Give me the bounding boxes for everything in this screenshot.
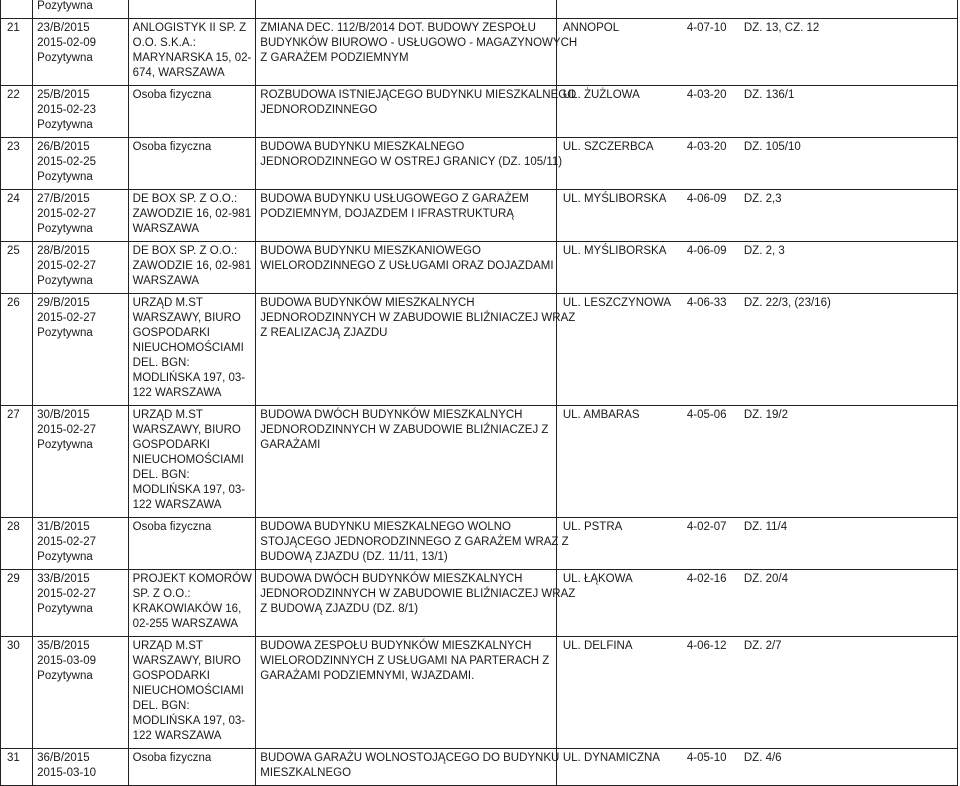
street-name: UL. SZCZERBCA [562,141,654,153]
table-row [1,749,958,786]
description-cell [256,749,560,786]
decision-cell [33,294,128,406]
investor-line: Osoba fizyczna [132,141,212,153]
parcel-number: DZ. 20/4 [743,573,788,585]
row-number-cell: 22 [1,86,33,138]
investor-cell [128,518,256,570]
investor-cell [128,190,256,242]
location-cell [556,0,957,19]
investor-cell [128,749,256,786]
zone-code: 4-03-20 [686,141,727,153]
parcel-number: DZ. 2/7 [743,640,782,652]
decision-ref: 33/B/2015 [37,573,90,585]
decision-date: 2015-02-23 [37,104,96,116]
row-number-cell: 27 [1,406,33,518]
investor-line: GOSPODARKI [132,327,210,339]
investor-line: SP. Z O.O.: [132,588,191,600]
investor-line: 122 WARSZAWA [132,499,222,511]
decision-cell [33,19,128,86]
decision-status: Pozytywna [37,0,93,12]
investor-cell [128,86,256,138]
location-info [563,296,953,311]
decision-ref: 23/B/2015 [37,22,90,34]
investor-cell [128,294,256,406]
description-cell [256,19,578,86]
description-line: WIELORODZINNEGO Z USŁUGAMI ORAZ DOJAZDAMI [260,260,554,272]
description-line: Z GARAŻEM PODZIEMNYM [260,52,409,64]
location-info [563,572,953,587]
description-line: BUDYNKÓW BIUROWO - USŁUGOWO - MAGAZYNOWYCH [260,37,578,49]
decision-cell [33,406,128,518]
row-number-cell [1,0,33,19]
decision-status: Pozytywna [37,327,93,339]
decision-cell [33,86,128,138]
decision-ref: 35/B/2015 [37,640,90,652]
investor-line: Osoba fizyczna [132,89,212,101]
decision-cell [33,637,128,749]
location-cell [556,242,957,294]
description-cell [256,294,576,406]
decisions-table-body [1,0,958,786]
description-line: BUDOWA GARAŻU WOLNOSTOJĄCEGO DO BUDYNKU [260,752,560,764]
location-info [563,88,953,103]
zone-code: 4-06-33 [686,297,727,309]
investor-line: GOSPODARKI [132,670,210,682]
location-info [563,639,953,654]
description-cell [256,637,557,749]
zone-code: 4-05-06 [686,409,727,421]
decision-ref: 36/B/2015 [37,752,90,764]
description-line: BUDOWA BUDYNKU MIESZKALNEGO WOLNO [260,521,511,533]
investor-line: KRAKOWIAKÓW 16, [132,603,242,615]
investor-line: WARSZAWA [132,223,200,235]
investor-line: DE BOX SP. Z O.O.: [132,245,238,257]
table-row [1,138,958,190]
decision-date: 2015-02-09 [37,37,96,49]
decision-status: Pozytywna [37,119,93,131]
decision-ref: 25/B/2015 [37,89,90,101]
street-name: UL. MYŚLIBORSKA [562,245,667,257]
description-line: BUDOWA BUDYNKU MIESZKANIOWEGO [260,245,481,257]
decision-ref: 31/B/2015 [37,521,90,533]
street-name: UL. ŁĄKOWA [562,573,633,585]
investor-cell [128,242,256,294]
location-info [563,244,953,259]
decision-status: Pozytywna [37,670,93,682]
street-name: UL. DYNAMICZNA [562,752,660,764]
parcel-number: DZ. 11/4 [743,521,788,533]
description-line: STOJĄCEGO JEDNORODZINNEGO Z GARAŻEM WRAZ Z [260,536,569,548]
description-line: JEDNORODZINNYCH W ZABUDOWIE BLIŹNIACZEJ WRAZ [260,312,576,324]
description-cell [256,242,557,294]
decision-status: Pozytywna [37,223,93,235]
parcel-number: DZ. 19/2 [743,409,788,421]
description-cell [256,406,557,518]
parcel-number: DZ. 105/10 [743,141,801,153]
decision-date: 2015-02-27 [37,312,96,324]
investor-line: URZĄD M.ST [132,640,203,652]
row-number-cell: 31 [1,749,33,786]
investor-line: DEL. BGN: [132,357,190,369]
location-cell [556,406,957,518]
decision-ref: 30/B/2015 [37,409,90,421]
description-line: GARAŻAMI [260,439,321,451]
zone-code: 4-02-16 [686,573,727,585]
table-row [1,242,958,294]
decision-cell [33,749,128,786]
location-cell [556,749,957,786]
decision-ref: 28/B/2015 [37,245,90,257]
description-line: BUDOWA ZESPOŁU BUDYNKÓW MIESZKALNYCH [260,640,532,652]
zone-code: 4-06-09 [686,245,727,257]
street-name: ANNOPOL [562,22,620,34]
description-cell [256,518,569,570]
row-number-cell: 21 [1,19,33,86]
location-cell [556,19,957,86]
description-line: MIESZKALNEGO [260,767,352,779]
investor-line: 674, WARSZAWA [132,67,225,79]
decision-date: 2015-02-27 [37,208,96,220]
location-cell [556,570,957,637]
row-number-cell: 26 [1,294,33,406]
investor-line: MODLIŃSKA 197, 03- [132,372,246,384]
description-line: Z BUDOWĄ ZJAZDU (DZ. 8/1) [260,603,419,615]
decision-cell [33,190,128,242]
zone-code: 4-06-09 [686,193,727,205]
investor-cell [128,570,256,637]
row-number-cell: 24 [1,190,33,242]
description-line: BUDOWA DWÓCH BUDYNKÓW MIESZKALNYCH [260,573,523,585]
table-row [1,570,958,637]
investor-line: URZĄD M.ST [132,297,203,309]
location-info [563,192,953,207]
description-line: BUDOWA BUDYNKU USŁUGOWEGO Z GARAŻEM [260,193,529,205]
row-number-cell: 29 [1,570,33,637]
table-row [1,86,958,138]
zone-code: 4-07-10 [686,22,727,34]
description-line: BUDOWA BUDYNKÓW MIESZKALNYCH [260,297,475,309]
decision-cell [33,242,128,294]
investor-line: 122 WARSZAWA [132,730,222,742]
row-number-cell: 28 [1,518,33,570]
row-number-cell: 30 [1,637,33,749]
street-name: UL. DELFINA [562,640,633,652]
location-cell [556,637,957,749]
description-line: JEDNORODZINNEGO [260,104,378,116]
row-number-cell: 23 [1,138,33,190]
location-cell [556,518,957,570]
investor-line: GOSPODARKI [132,439,210,451]
parcel-number: DZ. 136/1 [743,89,795,101]
investor-cell [128,406,256,518]
description-line: Z REALIZACJĄ ZJAZDU [260,327,388,339]
investor-line: WARSZAWY, BIURO [132,655,241,667]
parcel-number: DZ. 2, 3 [743,245,785,257]
decision-cell [33,0,128,19]
zone-code: 4-06-12 [686,640,727,652]
decision-status: Pozytywna [37,171,93,183]
investor-line: WARSZAWY, BIURO [132,312,241,324]
description-cell [256,138,563,190]
location-cell [556,190,957,242]
investor-line: ZAWODZIE 16, 02-981 [132,208,252,220]
description-line: BUDOWA BUDYNKU MIESZKALNEGO [260,141,465,153]
description-line: WIELORODZINNYCH Z USŁUGAMI NA PARTERACH Z [260,655,550,667]
location-cell [556,138,957,190]
description-line: JEDNORODZINNYCH W ZABUDOWIE BLIŹNIACZEJ WRAZ [260,588,576,600]
description-line: PODZIEMNYM, DOJAZDEM I IFRASTRUKTURĄ [260,208,514,220]
parcel-number: DZ. 22/3, (23/16) [743,297,831,309]
description-line: JEDNORODZINNEGO W OSTREJ GRANICY (DZ. 105/11) [260,156,563,168]
investor-line: DEL. BGN: [132,469,190,481]
investor-cell [128,138,256,190]
investor-line: NIEUCHOMOŚCIAMI [132,685,244,697]
zone-code: 4-02-07 [686,521,727,533]
decision-date: 2015-03-09 [37,655,96,667]
decision-date: 2015-03-10 [37,767,96,779]
zone-code: 4-03-20 [686,89,727,101]
decision-status: Pozytywna [37,439,93,451]
location-info [563,21,953,36]
description-line: BUDOWA DWÓCH BUDYNKÓW MIESZKALNYCH [260,409,523,421]
decision-cell [33,138,128,190]
table-row [1,0,958,19]
table-row [1,637,958,749]
table-row [1,19,958,86]
row-number-cell: 25 [1,242,33,294]
decision-ref: 26/B/2015 [37,141,90,153]
street-name: UL. PSTRA [562,521,623,533]
table-row [1,406,958,518]
decision-ref: 27/B/2015 [37,193,90,205]
investor-cell [128,19,256,86]
investor-line: NIEUCHOMOŚCIAMI [132,342,244,354]
street-name: UL. AMBARAS [562,409,640,421]
investor-cell [128,637,256,749]
investor-line: PROJEKT KOMORÓW [132,573,252,585]
location-cell [556,294,957,406]
street-name: UL. LESZCZYNOWA [562,297,672,309]
investor-line: MODLIŃSKA 197, 03- [132,715,246,727]
location-cell [556,86,957,138]
decision-status: Pozytywna [37,275,93,287]
investor-line: WARSZAWY, BIURO [132,424,241,436]
table-row [1,294,958,406]
description-line: GARAŻAMI PODZIEMNYMI, WJAZDAMI. [260,670,475,682]
decision-date: 2015-02-27 [37,424,96,436]
parcel-number: DZ. 13, CZ. 12 [743,22,820,34]
table-row [1,190,958,242]
investor-line: ZAWODZIE 16, 02-981 [132,260,252,272]
street-name: UL. MYŚLIBORSKA [562,193,667,205]
location-info [563,520,953,535]
investor-line: Osoba fizyczna [132,752,212,764]
decision-ref: 29/B/2015 [37,297,90,309]
investor-line: WARSZAWA [132,275,200,287]
decision-date: 2015-02-27 [37,260,96,272]
description-cell [256,86,577,138]
decision-date: 2015-02-25 [37,156,96,168]
investor-cell [128,0,256,19]
description-line: ZMIANA DEC. 112/B/2014 DOT. BUDOWY ZESPOŁU [260,22,536,34]
investor-line: MODLIŃSKA 197, 03- [132,484,246,496]
table-row [1,518,958,570]
decision-status: Pozytywna [37,551,93,563]
investor-line: Osoba fizyczna [132,521,212,533]
investor-line: MARYNARSKA 15, 02- [132,52,252,64]
street-name: UL. ŻUŻLOWA [562,89,640,101]
investor-line: DE BOX SP. Z O.O.: [132,193,238,205]
decision-date: 2015-02-27 [37,536,96,548]
parcel-number: DZ. 4/6 [743,752,782,764]
location-info [563,751,953,766]
decision-date: 2015-02-27 [37,588,96,600]
location-info [563,408,953,423]
parcel-number: DZ. 2,3 [743,193,782,205]
decision-status: Pozytywna [37,52,93,64]
zone-code: 4-05-10 [686,752,727,764]
description-cell [256,190,557,242]
decision-cell [33,570,128,637]
investor-line: NIEUCHOMOŚCIAMI [132,454,244,466]
description-cell [256,0,557,19]
description-line: JEDNORODZINNYCH W ZABUDOWIE BLIŹNIACZEJ Z [260,424,549,436]
description-line: ROZBUDOWA ISTNIEJĄCEGO BUDYNKU MIESZKALNEGO [260,89,577,101]
investor-line: O.O. S.K.A.: [132,37,196,49]
description-line: BUDOWĄ ZJAZDU (DZ. 11/11, 13/1) [260,551,448,563]
investor-line: ANLOGISTYK II SP. Z [132,22,247,34]
decision-cell [33,518,128,570]
investor-line: DEL. BGN: [132,700,190,712]
location-info [563,140,953,155]
investor-line: 02-255 WARSZAWA [132,618,239,630]
investor-line: URZĄD M.ST [132,409,203,421]
description-cell [256,570,576,637]
investor-line: 122 WARSZAWA [132,387,222,399]
decision-status: Pozytywna [37,603,93,615]
